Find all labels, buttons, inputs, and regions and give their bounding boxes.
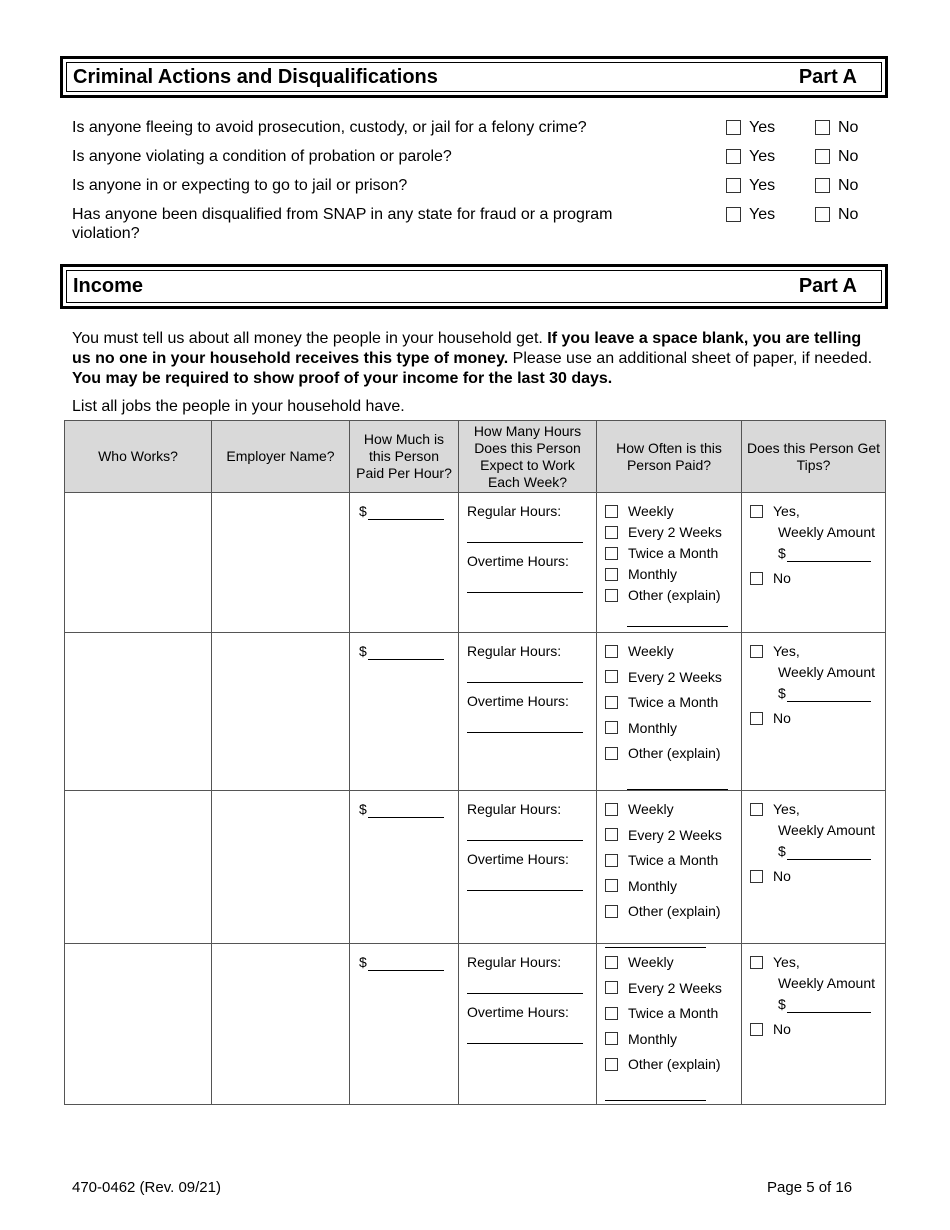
checkbox[interactable] <box>605 568 618 581</box>
checkbox[interactable] <box>605 981 618 994</box>
header-how-often: How Often is this Person Paid? <box>597 421 742 493</box>
dollar-sign: $ <box>778 685 786 701</box>
frequency-option[interactable]: Weekly <box>605 643 674 659</box>
checkbox[interactable] <box>815 149 830 164</box>
weekly-amount-label: Weekly Amount <box>778 664 876 680</box>
other-explain-line[interactable] <box>627 626 728 627</box>
overtime-hours-label: Overtime Hours: <box>467 553 569 569</box>
checkbox[interactable] <box>815 120 830 135</box>
checkbox[interactable] <box>815 178 830 193</box>
frequency-option[interactable]: Other (explain) <box>605 1056 721 1072</box>
checkbox[interactable] <box>750 1023 763 1036</box>
checkbox[interactable] <box>815 207 830 222</box>
page-number: Page 5 of 16 <box>767 1179 853 1196</box>
checkbox[interactable] <box>605 1058 618 1071</box>
dollar-sign: $ <box>359 801 367 817</box>
question-row <box>72 147 882 167</box>
weekly-amount-line[interactable] <box>787 701 871 702</box>
overtime-hours-line[interactable] <box>467 890 583 891</box>
no-option[interactable]: No <box>815 147 858 166</box>
dollar-sign: $ <box>778 545 786 561</box>
question-row <box>72 205 882 245</box>
tips-cell <box>742 944 886 1105</box>
checkbox[interactable] <box>605 905 618 918</box>
table-header-row <box>65 421 886 493</box>
header-hours: How Many Hours Does this Person Expect to Work Each Week? <box>459 421 597 493</box>
weekly-amount-line[interactable] <box>787 1012 871 1013</box>
who-works-cell[interactable] <box>65 944 212 1105</box>
regular-hours-label: Regular Hours: <box>467 643 562 659</box>
dollar-sign: $ <box>359 643 367 659</box>
checkbox[interactable] <box>726 149 741 164</box>
tips-yes-option[interactable]: Yes, <box>750 801 800 817</box>
dollar-sign: $ <box>359 503 367 519</box>
hours-cell <box>459 944 597 1105</box>
regular-hours-line[interactable] <box>467 542 583 543</box>
employer-cell[interactable] <box>212 633 350 791</box>
checkbox[interactable] <box>605 879 618 892</box>
tips-no-option[interactable]: No <box>750 710 791 726</box>
tips-no-option[interactable]: No <box>750 1021 791 1037</box>
checkbox[interactable] <box>726 120 741 135</box>
pay-input-line[interactable] <box>368 817 444 818</box>
checkbox[interactable] <box>605 747 618 760</box>
question-text: Has anyone been disqualified from SNAP in any state for fraud or a program violation? <box>72 206 613 242</box>
frequency-option[interactable]: Every 2 Weeks <box>605 980 722 996</box>
tips-yes-option[interactable]: Yes, <box>750 954 800 970</box>
hours-cell <box>459 493 597 633</box>
frequency-option[interactable]: Other (explain) <box>605 587 721 603</box>
checkbox[interactable] <box>750 870 763 883</box>
how-often-cell <box>597 791 742 944</box>
frequency-option[interactable]: Weekly <box>605 801 674 817</box>
checkbox[interactable] <box>750 956 763 969</box>
weekly-amount-label: Weekly Amount <box>778 524 876 540</box>
regular-hours-label: Regular Hours: <box>467 503 562 519</box>
who-works-cell[interactable] <box>65 633 212 791</box>
pay-cell[interactable] <box>350 493 459 633</box>
tips-cell <box>742 791 886 944</box>
no-option[interactable]: No <box>815 118 858 137</box>
weekly-amount-line[interactable] <box>787 859 871 860</box>
dollar-sign: $ <box>778 996 786 1012</box>
question-text: Is anyone fleeing to avoid prosecution, custody, or jail for a felony crime? <box>72 119 587 136</box>
income-section-header <box>60 264 888 309</box>
question-text: Is anyone violating a condition of probation or parole? <box>72 148 452 165</box>
question-row <box>72 176 882 196</box>
frequency-option[interactable]: Other (explain) <box>605 745 721 761</box>
header-employer: Employer Name? <box>212 421 350 493</box>
frequency-option[interactable]: Every 2 Weeks <box>605 669 722 685</box>
checkbox[interactable] <box>750 803 763 816</box>
question-row <box>72 118 882 138</box>
pay-input-line[interactable] <box>368 519 444 520</box>
frequency-option[interactable]: Monthly <box>605 566 677 582</box>
how-often-cell <box>597 944 742 1105</box>
pay-cell[interactable] <box>350 633 459 791</box>
checkbox[interactable] <box>726 207 741 222</box>
overtime-hours-line[interactable] <box>467 592 583 593</box>
frequency-option[interactable]: Every 2 Weeks <box>605 524 722 540</box>
checkbox[interactable] <box>605 1032 618 1045</box>
frequency-option[interactable]: Other (explain) <box>605 903 721 919</box>
tips-no-option[interactable]: No <box>750 570 791 586</box>
other-explain-line[interactable] <box>605 1100 706 1101</box>
income-intro: You must tell us about all money the people in your household get. If you leave a space blank, you are telling us no one in your household receives this type of money. Please use an additional sheet of paper, if needed. You may be required to show proof of your income for the last 30 days. <box>72 330 873 387</box>
checkbox[interactable] <box>605 828 618 841</box>
checkbox[interactable] <box>750 645 763 658</box>
header-pay: How Much is this Person Paid Per Hour? <box>350 421 459 493</box>
checkbox[interactable] <box>726 178 741 193</box>
tips-yes-option[interactable]: Yes, <box>750 503 800 519</box>
frequency-option[interactable]: Weekly <box>605 954 674 970</box>
checkbox[interactable] <box>750 505 763 518</box>
regular-hours-line[interactable] <box>467 840 583 841</box>
employer-cell[interactable] <box>212 944 350 1105</box>
criminal-section-header <box>60 56 888 98</box>
employer-cell[interactable] <box>212 791 350 944</box>
frequency-option[interactable]: Twice a Month <box>605 1005 718 1021</box>
who-works-cell[interactable] <box>65 493 212 633</box>
table-row <box>65 633 886 791</box>
hours-cell <box>459 791 597 944</box>
checkbox[interactable] <box>750 712 763 725</box>
checkbox[interactable] <box>605 526 618 539</box>
dollar-sign: $ <box>778 843 786 859</box>
checkbox[interactable] <box>605 854 618 867</box>
checkbox[interactable] <box>750 572 763 585</box>
criminal-section-part: Part A <box>798 65 857 88</box>
overtime-hours-label: Overtime Hours: <box>467 851 569 867</box>
checkbox[interactable] <box>605 803 618 816</box>
pay-cell[interactable] <box>350 944 459 1105</box>
list-jobs-label: List all jobs the people in your household have. <box>72 398 405 415</box>
form-number: 470-0462 (Rev. 09/21) <box>72 1179 221 1196</box>
header-tips: Does this Person Get Tips? <box>742 421 886 493</box>
regular-hours-label: Regular Hours: <box>467 801 562 817</box>
checkbox[interactable] <box>605 505 618 518</box>
jobs-table <box>64 420 886 1105</box>
weekly-amount-label: Weekly Amount <box>778 822 876 838</box>
weekly-amount-line[interactable] <box>787 561 871 562</box>
checkbox[interactable] <box>605 1007 618 1020</box>
yes-option[interactable]: Yes <box>726 205 775 224</box>
income-section-title: Income <box>73 275 144 297</box>
pay-cell[interactable] <box>350 791 459 944</box>
frequency-option[interactable]: Every 2 Weeks <box>605 827 722 843</box>
header-who-works: Who Works? <box>65 421 212 493</box>
checkbox[interactable] <box>605 696 618 709</box>
pay-input-line[interactable] <box>368 970 444 971</box>
checkbox[interactable] <box>605 721 618 734</box>
dollar-sign: $ <box>359 954 367 970</box>
checkbox[interactable] <box>605 547 618 560</box>
who-works-cell[interactable] <box>65 791 212 944</box>
employer-cell[interactable] <box>212 493 350 633</box>
no-option[interactable]: No <box>815 176 858 195</box>
regular-hours-label: Regular Hours: <box>467 954 562 970</box>
no-option[interactable]: No <box>815 205 858 224</box>
frequency-option[interactable]: Twice a Month <box>605 694 718 710</box>
how-often-cell <box>597 633 742 791</box>
hours-cell <box>459 633 597 791</box>
checkbox[interactable] <box>605 670 618 683</box>
frequency-option[interactable]: Weekly <box>605 503 674 519</box>
checkbox[interactable] <box>605 645 618 658</box>
overtime-hours-line[interactable] <box>467 1043 583 1044</box>
checkbox[interactable] <box>605 956 618 969</box>
question-text: Is anyone in or expecting to go to jail or prison? <box>72 177 408 194</box>
income-section-part: Part A <box>798 275 857 297</box>
frequency-option[interactable]: Monthly <box>605 720 677 736</box>
weekly-amount-label: Weekly Amount <box>778 975 876 991</box>
table-row <box>65 944 886 1105</box>
pay-input-line[interactable] <box>368 659 444 660</box>
overtime-hours-label: Overtime Hours: <box>467 1004 569 1020</box>
overtime-hours-label: Overtime Hours: <box>467 693 569 709</box>
overtime-hours-line[interactable] <box>467 732 583 733</box>
regular-hours-line[interactable] <box>467 993 583 994</box>
yes-option[interactable]: Yes <box>726 147 775 166</box>
frequency-option[interactable]: Twice a Month <box>605 545 718 561</box>
frequency-option[interactable]: Monthly <box>605 1031 677 1047</box>
yes-option[interactable]: Yes <box>726 118 775 137</box>
frequency-option[interactable]: Twice a Month <box>605 852 718 868</box>
frequency-option[interactable]: Monthly <box>605 878 677 894</box>
tips-cell <box>742 493 886 633</box>
tips-yes-option[interactable]: Yes, <box>750 643 800 659</box>
table-row <box>65 791 886 944</box>
tips-cell <box>742 633 886 791</box>
criminal-section-title: Criminal Actions and Disqualifications <box>73 65 438 88</box>
regular-hours-line[interactable] <box>467 682 583 683</box>
yes-option[interactable]: Yes <box>726 176 775 195</box>
checkbox[interactable] <box>605 589 618 602</box>
how-often-cell <box>597 493 742 633</box>
other-explain-line[interactable] <box>627 789 728 790</box>
table-row <box>65 493 886 633</box>
tips-no-option[interactable]: No <box>750 868 791 884</box>
